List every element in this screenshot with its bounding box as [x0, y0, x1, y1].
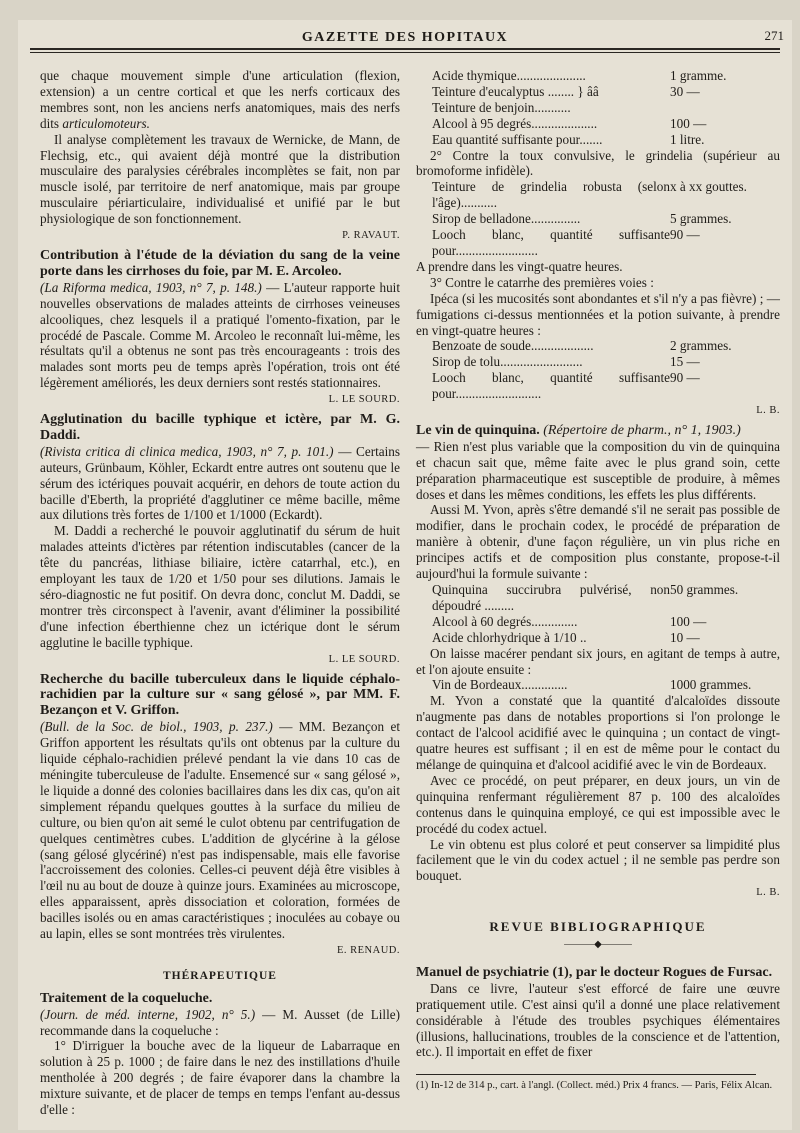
ingredient-name: Sirop de belladone...............: [432, 211, 581, 227]
prescription-item: [416, 677, 780, 693]
ingredient-name: Teinture d'eucalyptus ........ } ââ: [432, 83, 599, 99]
article-heading: Manuel de psychiatrie (1), par le docteur Rogues de Fursac.: [416, 964, 773, 980]
paragraph: 3° Contre le catarrhe des premières voies :: [430, 274, 654, 290]
prescription-item: [416, 116, 780, 132]
paragraph: M. Yvon a constaté que la quantité d'alcaloïdes dissoute n'augmente pas dans de notables proportions si l'on prolonge le contact de l'alcool acidifié avec le quinquina ; un contact de vingt-quatre heures est suffisant ; il en est de même pour le contact du mélange de quinquina et d'alcool acidifié avec le vin de Bordeaux.: [416, 693, 780, 772]
article-body: — Rien n'est plus variable que la composition du vin de quinquina et chacun sait que, même faite avec le plus grand soin, cette préparation pharmaceutique est susceptible de produire, à mêmes doses et dans les mêmes conditions, les effets les plus différents.: [416, 438, 780, 502]
ingredient-quantity: 1000 grammes.: [670, 677, 752, 693]
paragraph: Ipéca (si les mucosités sont abondantes et s'il n'y a pas fièvre) ; — fumigations ci-dessus mentionnées et la potion suivante, à prendre en vingt-quatre heures :: [416, 290, 780, 338]
paragraph: Dans ce livre, l'auteur s'est efforcé de faire une œuvre pratiquement utile. C'est ainsi qu'il a donné une place relativement considérable à l'étude des troubles psychiques élémentaires (illusions, hallucinations, troubles de la conscience et de l'attention, etc.). Il importait en effet de fixer: [416, 980, 780, 1060]
running-title: GAZETTE DES HOPITAUX: [301, 30, 509, 45]
ingredient-name: Benzoate de soude...................: [432, 338, 594, 354]
prescription-item: [416, 370, 780, 402]
ingredient-name: Looch blanc, quantité suffisante pour..........................: [432, 370, 670, 402]
ingredient-quantity: x à xx gouttes.: [670, 179, 747, 195]
ingredient-quantity: 5 grammes.: [670, 211, 732, 227]
paragraph: A prendre dans les vingt-quatre heures.: [416, 258, 623, 274]
ingredient-name: Vin de Bordeaux..............: [432, 677, 568, 693]
signature: L. LE SOURD.: [328, 653, 400, 665]
prescription-list: [416, 338, 780, 402]
ingredient-name: Quinquina succirubra pulvérisé, non dépoudré .........: [432, 582, 670, 613]
ingredient-name: Teinture de grindelia robusta (selon l'âge)...........: [432, 179, 670, 211]
prescription-list: [416, 68, 780, 148]
ingredient-quantity: 15 —: [670, 354, 700, 370]
paragraph: 2° Contre la toux convulsive, le grindelia (supérieur au bromoforme infidèle).: [416, 147, 780, 179]
paragraph: On laisse macérer pendant six jours, en agitant de temps à autre, et l'on ajoute ensuite :: [416, 645, 780, 677]
ingredient-name: Looch blanc, quantité suffisante pour.........................: [432, 227, 670, 258]
article-body: (Journ. de méd. interne, 1902, n° 5.) — M. Ausset (de Lille) recommande dans la coqueluche :: [40, 1006, 400, 1038]
ingredient-name: Teinture de benjoin...........: [432, 99, 571, 115]
ingredient-name: Acide thymique.....................: [432, 68, 586, 83]
signature: L. B.: [756, 405, 780, 417]
prescription-list: [416, 677, 780, 693]
right-column: [416, 68, 780, 1092]
article-heading: Le vin de quinquina. (Répertoire de pharm., n° 1, 1903.): [416, 422, 741, 438]
prescription-item: [416, 630, 780, 646]
signature: L. B.: [756, 887, 780, 899]
prescription-item: [416, 614, 780, 630]
ingredient-quantity: 2 grammes.: [670, 338, 732, 354]
footnote-rule: [416, 1074, 756, 1075]
ingredient-quantity: 90 —: [670, 370, 700, 386]
ingredient-quantity: 1 gramme.: [670, 68, 727, 83]
article-heading: Traitement de la coqueluche.: [40, 990, 213, 1006]
article-body: (La Riforma medica, 1903, n° 7, p. 148.) — L'auteur rapporte huit nouvelles observations de malades atteints de cirrhoses veineuses alcooliques, chez lesquels il a pratiqué l'omento-fixation, par le procédé de Pascale. Comme M. Arcoleo le reconnaît lui-même, les résultats qu'il a obtenus ne sont pas très encourageants : trois des malades sont morts peu de temps après l'opération, trois ont été légèrement améliorés, les deux derniers sont restés stationnaires.: [40, 279, 400, 391]
left-column: [40, 68, 400, 1118]
ingredient-name: Sirop de tolu.........................: [432, 354, 583, 370]
article-heading: Contribution à l'étude de la déviation du sang de la veine porte dans les cirrhoses du foie, par M. E. Arcoleo.: [40, 247, 400, 279]
intro-paragraph: que chaque mouvement simple d'une articulation (flexion, extension) a un centre cortical et que les nerfs corticaux des membres sont, non les anciens nerfs anatomiques, mais des nerfs dits articulomoteurs.: [40, 68, 400, 131]
ingredient-name: Acide chlorhydrique à 1/10 ..: [432, 629, 587, 645]
ingredient-quantity: 100 —: [670, 115, 707, 131]
paragraph: Le vin obtenu est plus coloré et peut conserver sa limpidité plus facilement que le vin du codex actuel ; il ne semble pas perdre son bouquet.: [416, 836, 780, 884]
ingredient-quantity: 30 —: [670, 83, 700, 99]
page-number: 271: [764, 28, 784, 43]
ingredient-quantity: 100 —: [670, 613, 707, 629]
section-heading: REVUE BIBLIOGRAPHIQUE: [489, 919, 707, 935]
ingredient-name: Eau quantité suffisante pour.......: [432, 131, 603, 147]
ingredient-quantity: 50 grammes.: [670, 582, 739, 597]
prescription-list: [416, 179, 780, 259]
ingredient-quantity: 90 —: [670, 227, 700, 243]
prescription-item: [416, 227, 780, 259]
paragraph: 1° D'irriguer la bouche avec de la liqueur de Labarraque en solution à 25 p. 1000 ; de faire dans le nez des instillations d'huile mentholée à 200 degrés ; de faire évaporer dans la chambre la mixture suivante, et de placer de temps en temps l'enfant au-dessus d'elle :: [40, 1038, 400, 1118]
signature: E. RENAUD.: [336, 944, 400, 956]
footnote: (1) In-12 de 314 p., cart. à l'angl. (Collect. méd.) Prix 4 francs. — Paris, Félix Alcan.: [416, 1080, 773, 1092]
prescription-item: [416, 211, 780, 227]
prescription-item: [416, 338, 780, 354]
prescription-item: [416, 132, 780, 148]
signature: P. RAVAUT.: [342, 230, 400, 242]
ornament: ———◆———: [564, 939, 632, 951]
journal-page: [18, 20, 792, 1130]
prescription-item: [416, 582, 780, 614]
page-header: [18, 28, 792, 54]
prescription-item: [416, 100, 780, 116]
prescription-item: [416, 68, 780, 84]
paragraph: Avec ce procédé, on peut préparer, en deux jours, un vin de quinquina renfermant régulièrement 87 p. 100 des alcaloïdes contenus dans le quinquina employé, ce qui est impossible avec le procédé du codex actuel.: [416, 772, 780, 836]
ingredient-quantity: [670, 100, 780, 116]
ingredient-quantity: 1 litre.: [670, 131, 705, 147]
paragraph: Il analyse complètement les travaux de Wernicke, de Mann, de Flechsig, etc., qui avaient déjà montré que la distribution musculaire des paralysies cérébrales incomplètes se fait, non par muscle isolé, par territoire de nerf anatomique, mais par groupe musculaire périarticulaire, individualisé et unifié par le but physiologique de son fonctionnement.: [40, 131, 400, 227]
paragraph: Aussi M. Yvon, après s'être demandé s'il ne serait pas possible de modifier, dans le prochain codex, le procédé de préparation de manière à obtenir, d'une façon régulière, un vin plus riche en principes actifs et de composition plus constante, propose-t-il aujourd'hui la formule suivante :: [416, 502, 780, 582]
section-heading: THÉRAPEUTIQUE: [163, 969, 277, 982]
article-heading: Agglutination du bacille typhique et ictère, par M. G. Daddi.: [40, 412, 400, 443]
ingredient-name: Alcool à 95 degrés....................: [432, 115, 598, 131]
signature: L. LE SOURD.: [328, 394, 400, 406]
header-rule: [30, 48, 780, 50]
paragraph: M. Daddi a recherché le pouvoir agglutinatif du sérum de huit malades atteints d'ictères par rétention indiscutables (cancer de la tête du pancréas, lithiase biliaire, ictère catarrhal, etc.), en employant les taux de 1/20 et 1/50 pour ses dilutions. Jamais le séro-diagnostic ne fut positif. On devra donc, conclut M. Daddi, se montrer très circonspect à l'avenir, avant d'éliminer la possibilité d'une infection éberthienne chez un ictérique dont le sérum agglutine le bacille typhique.: [40, 523, 400, 650]
article-body: (Bull. de la Soc. de biol., 1903, p. 237.) — MM. Bezançon et Griffon apportent les résultats qu'ils ont obtenus par la culture du liquide céphalo-rachidien prélevé pendant la vie dans 10 cas de méningite tuberculeuse de l'adulte. Ensemencé sur « sang gélosé », le liquide a donné des colonies bacillaires dans les dix cas, qu'on ait simplement répandu quelques gouttes à la surface du milieu de culture, ou bien qu'on ait semé le culot obtenu par centrifugation de quelques centimètres cubes. L'addition de glycérine à la gélose (sang gélosé glycériné) n'est pas indispensable, mais elle favorise l'accroissement des colonies. Celles-ci peuvent déjà être visibles à l'œil nu au bout de douze à quinze jours. Examinées au microscope, elles apparaissent, après dissociation et coloration, formées de bacilles isolés ou en amas caractéristiques ; inoculées au cobaye ou au lapin, elles se sont montrées très virulentes.: [40, 719, 400, 942]
article-body: (Rivista critica di clinica medica, 1903, n° 7, p. 101.) — Certains auteurs, Grünbaum, Köhler, Eckardt entre autres ont soutenu que le sérum des ictériques pouvait acquérir, en dehors de toute action du bacille d'Eberth, la propriété d'agglutiner ce même bacille, même aux dilutions très fortes de 1/100 et 1/1000 (Eckardt).: [40, 443, 400, 523]
prescription-item: [416, 84, 780, 100]
prescription-item: [416, 354, 780, 370]
article-heading: Recherche du bacille tuberculeux dans le liquide céphalo-rachidien par la culture sur « sang gélosé », par MM. F. Bezançon et V. Griffon.: [40, 671, 400, 719]
ingredient-quantity: 10 —: [670, 629, 700, 645]
prescription-list: [416, 582, 780, 646]
ingredient-name: Alcool à 60 degrés..............: [432, 613, 578, 629]
prescription-item: [416, 179, 780, 211]
header-rule-thin: [30, 52, 780, 53]
